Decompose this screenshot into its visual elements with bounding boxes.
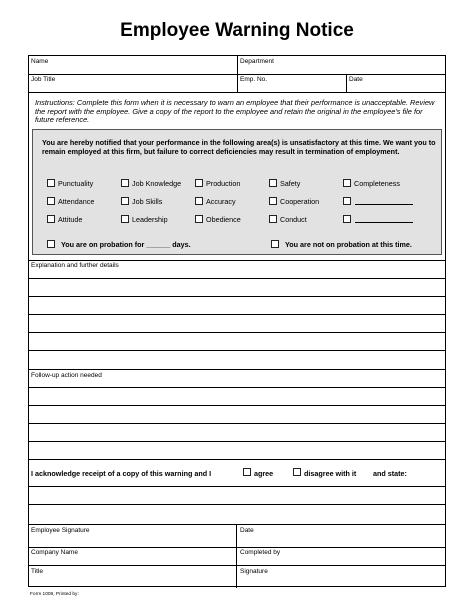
not-on-probation-checkbox[interactable] <box>271 240 279 248</box>
punctuality-label: Punctuality <box>58 179 94 188</box>
on-probation-checkbox[interactable] <box>47 240 55 248</box>
instructions-text: Instructions: Complete this form when it is necessary to warn an employee that their performance is unacceptable. Review the report with the employee. Give a copy of the report to the employee and retain the original in the employee's file for future reference. <box>35 98 435 125</box>
signature-date-field[interactable]: Date <box>240 527 254 534</box>
disagree-label: disagree with it <box>304 469 357 478</box>
job-knowledge-checkbox[interactable] <box>121 179 129 187</box>
acknowledge-text: I acknowledge receipt of a copy of this warning and I <box>31 469 212 478</box>
attendance-checkbox[interactable] <box>47 197 55 205</box>
cooperation-label: Cooperation <box>280 197 320 206</box>
row-divider <box>29 547 445 548</box>
disagree-checkbox[interactable] <box>293 468 301 476</box>
safety-checkbox[interactable] <box>269 179 277 187</box>
leadership-label: Leadership <box>132 215 168 224</box>
writing-line[interactable] <box>29 278 445 279</box>
writing-line[interactable] <box>29 459 445 460</box>
other-area-checkbox[interactable] <box>343 215 351 223</box>
section-divider <box>29 369 445 370</box>
production-checkbox[interactable] <box>195 179 203 187</box>
unsatisfactory-notice: You are hereby notified that your performance in the following area(s) is unsatisfactory at this time. We want you to remain employed at this firm, but failure to correct deficiencies may result in termination of employment. <box>42 138 436 156</box>
conduct-checkbox[interactable] <box>269 215 277 223</box>
not-on-probation-label: You are not on probation at this time. <box>285 240 412 249</box>
writing-line[interactable] <box>29 387 445 388</box>
column-divider <box>236 524 237 588</box>
safety-label: Safety <box>280 179 301 188</box>
signature-field[interactable]: Signature <box>240 568 268 575</box>
emp-no-field[interactable]: Emp. No. <box>240 76 268 83</box>
agree-checkbox[interactable] <box>243 468 251 476</box>
obedience-checkbox[interactable] <box>195 215 203 223</box>
title-field[interactable]: Title <box>31 568 44 575</box>
name-field[interactable]: Name <box>31 58 49 65</box>
completeness-checkbox[interactable] <box>343 179 351 187</box>
section-divider <box>29 524 445 525</box>
and-state-label: and state: <box>373 469 407 478</box>
attendance-label: Attendance <box>58 197 95 206</box>
form-title: Employee Warning Notice <box>120 20 354 41</box>
job-title-field[interactable]: Job Title <box>31 76 56 83</box>
job-knowledge-label: Job Knowledge <box>132 179 182 188</box>
on-probation-label: You are on probation for ______ days. <box>61 240 191 249</box>
completeness-label: Completeness <box>354 179 400 188</box>
punctuality-checkbox[interactable] <box>47 179 55 187</box>
agree-label: agree <box>254 469 274 478</box>
writing-line[interactable] <box>29 405 445 406</box>
job-skills-label: Job Skills <box>132 197 163 206</box>
writing-line[interactable] <box>29 314 445 315</box>
conduct-label: Conduct <box>280 215 307 224</box>
other-area-blank[interactable] <box>355 222 413 223</box>
production-label: Production <box>206 179 241 188</box>
completed-by-field[interactable]: Completed by <box>240 549 281 556</box>
attitude-checkbox[interactable] <box>47 215 55 223</box>
column-divider <box>346 74 347 92</box>
followup-label: Follow-up action needed <box>31 372 102 379</box>
obedience-label: Obedience <box>206 215 241 224</box>
department-field[interactable]: Department <box>240 58 274 65</box>
leadership-checkbox[interactable] <box>121 215 129 223</box>
job-skills-checkbox[interactable] <box>121 197 129 205</box>
accuracy-checkbox[interactable] <box>195 197 203 205</box>
warning-form <box>28 55 446 587</box>
row-divider <box>29 92 445 93</box>
accuracy-label: Accuracy <box>206 197 236 206</box>
other-area-blank[interactable] <box>355 204 413 205</box>
explanation-label: Explanation and further details <box>31 262 119 269</box>
row-divider <box>29 565 445 566</box>
writing-line[interactable] <box>29 296 445 297</box>
employee-signature-field[interactable]: Employee Signature <box>31 527 90 534</box>
section-divider <box>29 260 445 261</box>
writing-line[interactable] <box>29 441 445 442</box>
writing-line[interactable] <box>29 423 445 424</box>
writing-line[interactable] <box>29 350 445 351</box>
writing-line[interactable] <box>29 504 445 505</box>
attitude-label: Attitude <box>58 215 83 224</box>
writing-line[interactable] <box>29 332 445 333</box>
other-area-checkbox[interactable] <box>343 197 351 205</box>
writing-line[interactable] <box>29 486 445 487</box>
row-divider <box>29 74 445 75</box>
form-footer: Form 1008, Printed by: <box>30 592 79 597</box>
date-field[interactable]: Date <box>349 76 363 83</box>
cooperation-checkbox[interactable] <box>269 197 277 205</box>
company-name-field[interactable]: Company Name <box>31 549 78 556</box>
